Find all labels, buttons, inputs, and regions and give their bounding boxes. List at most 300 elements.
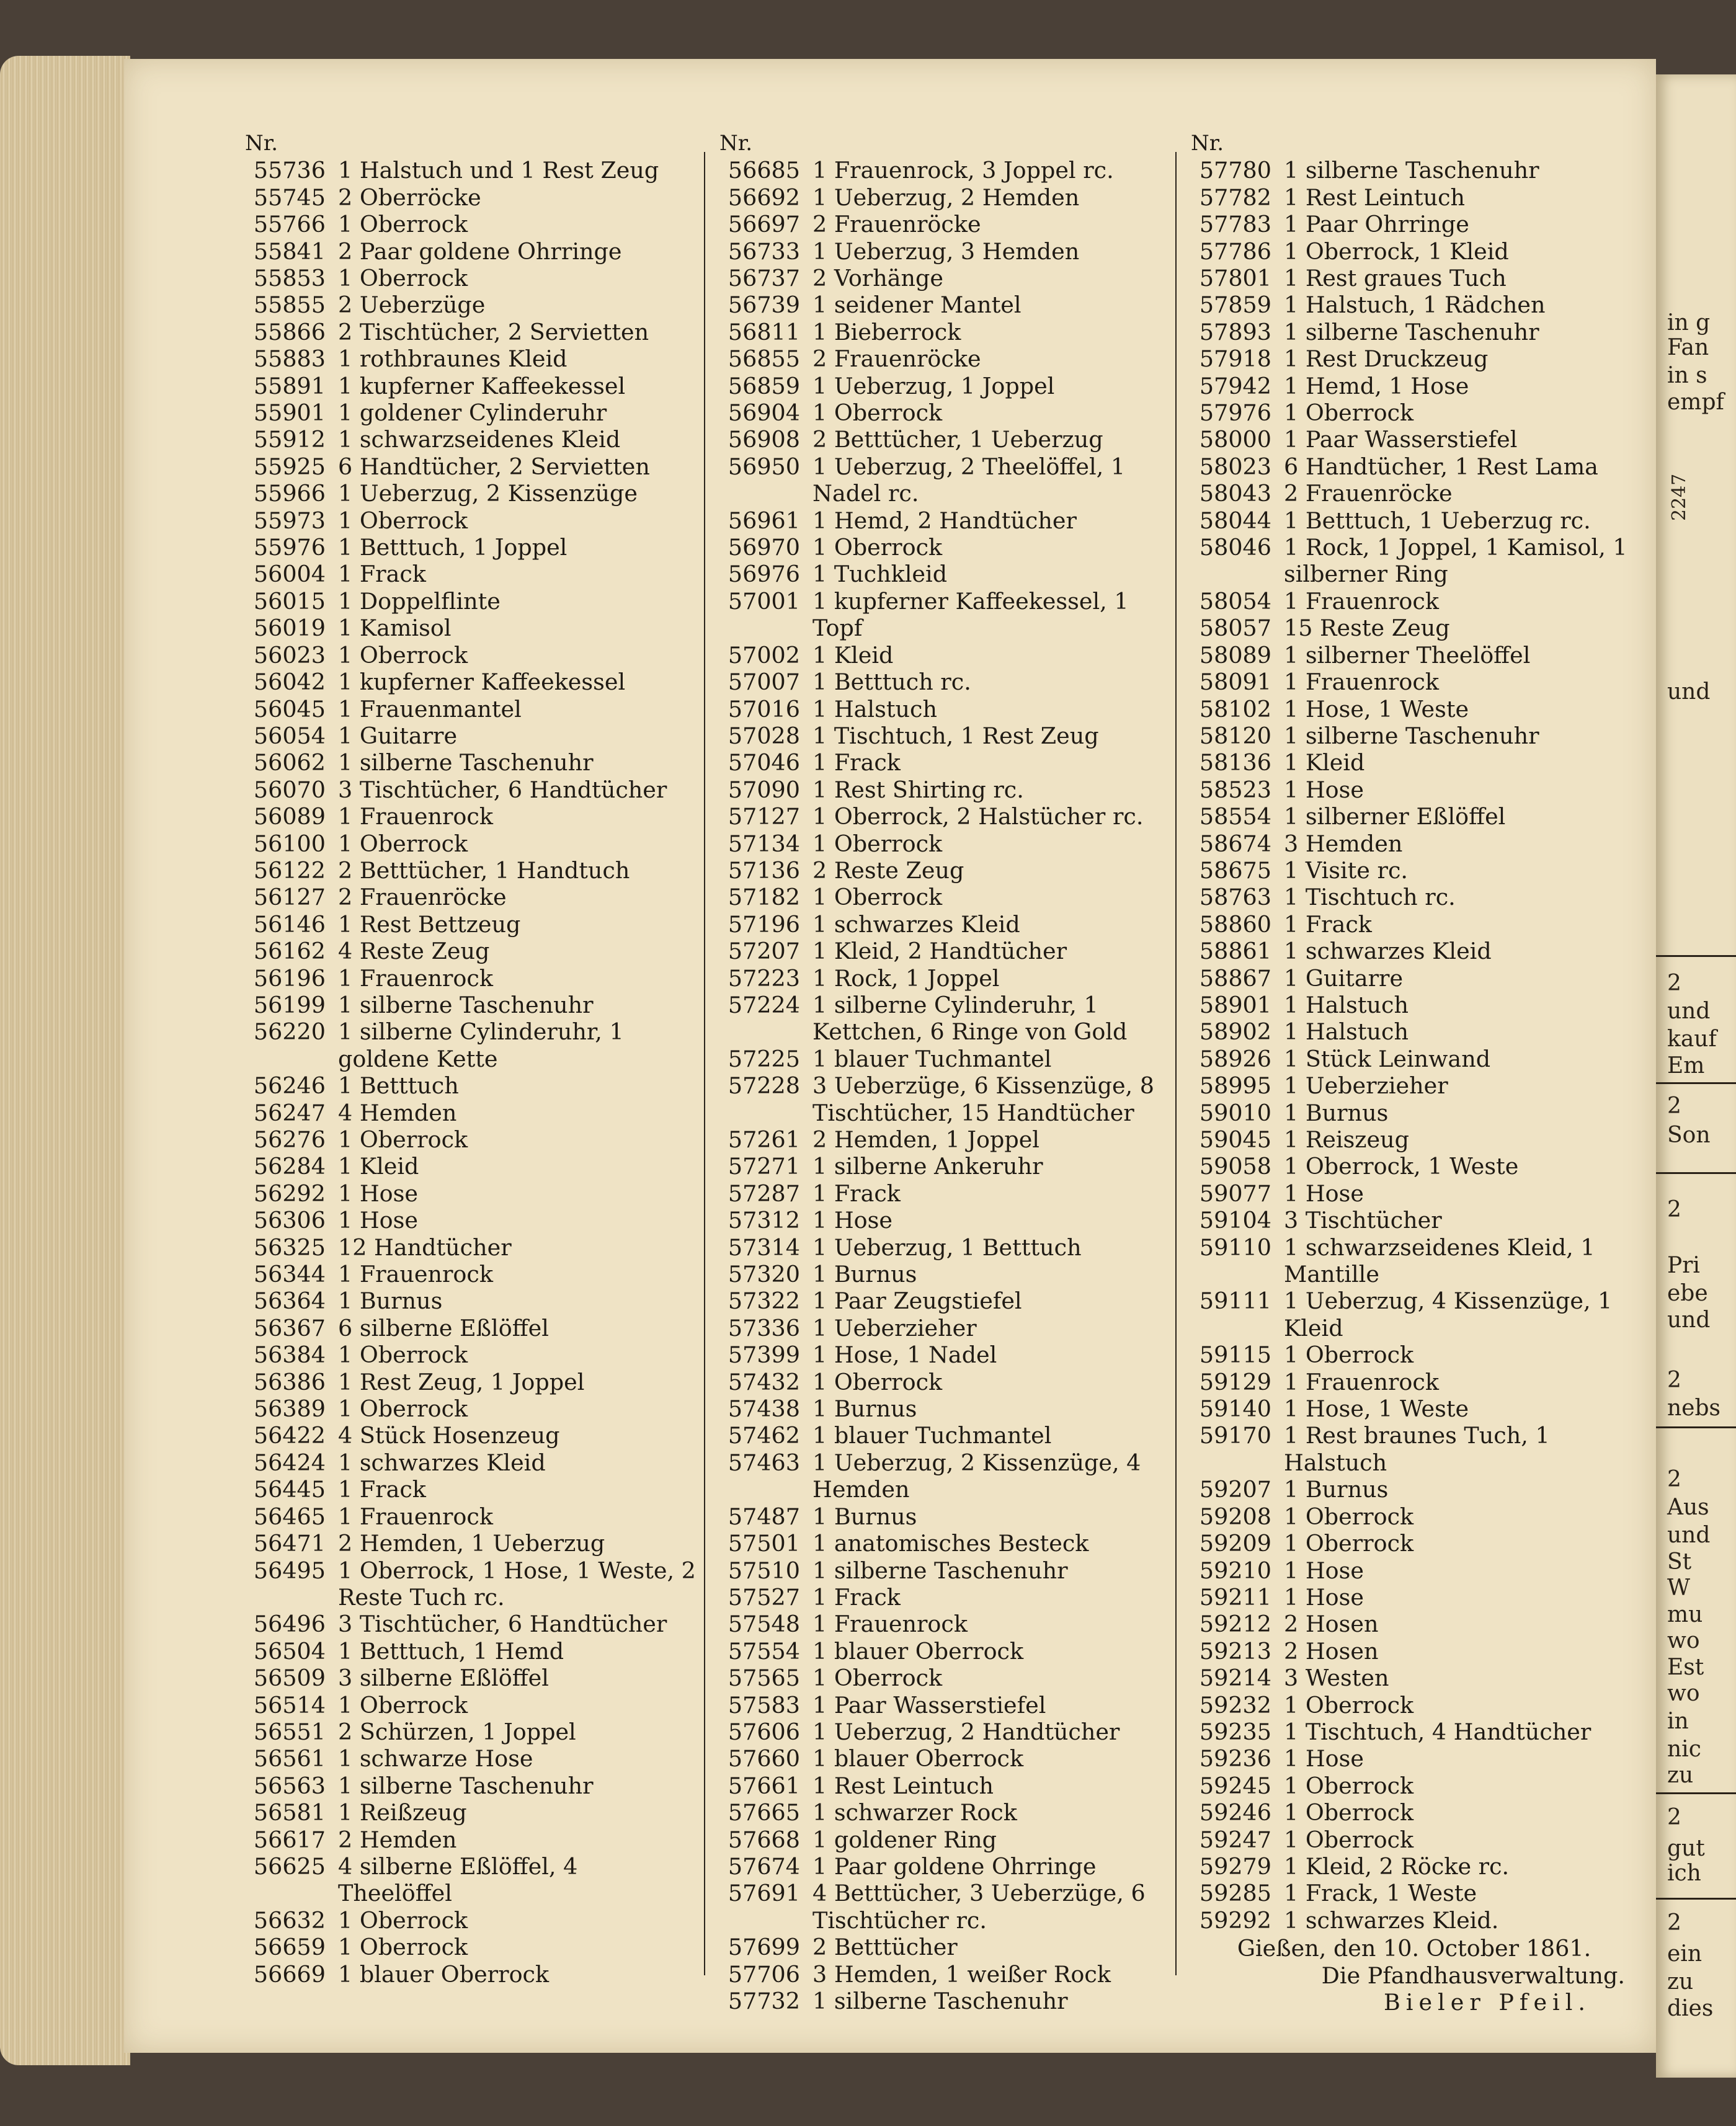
pawn-entry — [239, 426, 698, 453]
pawn-entry — [1185, 830, 1644, 857]
entry-description: 1 Ueberzug, 1 Joppel — [812, 372, 1055, 399]
entry-description: 1 Kleid — [338, 1153, 419, 1180]
entry-description: 1 Oberrock, 1 Hose, 1 Weste, 2 Reste Tuch rc. — [338, 1557, 696, 1611]
pawn-entry — [1185, 1880, 1644, 1906]
entry-description: 1 Tischtuch rc. — [1284, 884, 1456, 911]
pawn-entry — [713, 373, 1172, 399]
entry-number: 56292 — [253, 1180, 326, 1207]
entry-number: 56465 — [253, 1503, 326, 1530]
entry-description: 1 Paar Ohrringe — [1284, 211, 1469, 238]
entry-description: 2 Hemden — [338, 1826, 457, 1853]
entry-description: 1 Betttuch — [338, 1072, 459, 1100]
pawn-entry — [1185, 453, 1644, 480]
entry-number: 58554 — [1199, 803, 1271, 830]
pawn-entry — [713, 1261, 1172, 1288]
pawn-entry — [239, 938, 698, 964]
pawn-entry — [713, 1207, 1172, 1234]
entry-number: 56632 — [253, 1906, 326, 1934]
pawn-entry — [1185, 1719, 1644, 1745]
entry-number: 59209 — [1199, 1530, 1271, 1557]
entry-description: 1 Kamisol — [338, 615, 452, 642]
entry-number: 58057 — [1199, 615, 1271, 642]
entry-number: 57001 — [728, 587, 800, 615]
pawn-entry — [713, 1853, 1172, 1880]
entry-description: 2 Schürzen, 1 Joppel — [338, 1718, 576, 1745]
entry-number: 59045 — [1199, 1126, 1271, 1154]
pawn-entry — [713, 1772, 1172, 1799]
pawn-entry — [713, 1988, 1172, 2014]
page-fragment-text: nic — [1667, 1737, 1701, 1762]
entry-description: 1 seidener Mantel — [812, 291, 1022, 319]
pawn-entry — [713, 1584, 1172, 1611]
entry-description: 1 Oberrock, 1 Kleid — [1284, 238, 1509, 265]
entry-number: 59140 — [1199, 1395, 1271, 1423]
entry-number: 56509 — [253, 1665, 326, 1692]
entry-number: 58995 — [1199, 1072, 1271, 1100]
entry-number: 59077 — [1199, 1180, 1271, 1207]
pawn-entry — [239, 696, 698, 723]
pawn-entry — [713, 669, 1172, 695]
entry-number: 56855 — [728, 345, 800, 373]
entry-number: 57463 — [728, 1449, 800, 1476]
entry-number: 57136 — [728, 856, 800, 884]
pawn-entry — [239, 615, 698, 641]
pawn-entry — [239, 1934, 698, 1960]
entry-number: 57801 — [1199, 265, 1271, 292]
entry-description: 1 Rest Shirting rc. — [812, 776, 1024, 803]
pawn-entry — [713, 1557, 1172, 1584]
page-fragment-text: kauf — [1667, 1026, 1717, 1052]
entry-description: 1 Oberrock — [812, 884, 943, 911]
entry-description: 1 Oberrock — [812, 1665, 943, 1692]
entry-number: 58860 — [1199, 910, 1271, 938]
entry-description: 1 Oberrock — [1284, 399, 1414, 427]
entry-number: 59170 — [1199, 1422, 1271, 1449]
entry-description: 1 schwarzes Kleid — [338, 1449, 546, 1476]
pawn-entry — [239, 265, 698, 291]
entry-number: 56276 — [253, 1126, 326, 1154]
entry-description: 1 Ueberzieher — [812, 1314, 977, 1341]
pawn-entry — [713, 723, 1172, 749]
entry-number: 57462 — [728, 1422, 800, 1449]
entry-description: 1 Ueberzug, 3 Hemden — [812, 238, 1080, 265]
pawn-entry — [713, 1961, 1172, 1988]
entry-description: 2 Frauenröcke — [812, 211, 981, 238]
entry-description: 1 Hose, 1 Nadel — [812, 1341, 997, 1369]
entry-description: 1 Oberrock, 2 Halstücher rc. — [812, 803, 1144, 830]
fragment-rule — [1656, 1898, 1736, 1900]
entry-number: 58120 — [1199, 722, 1271, 749]
entry-number: 57336 — [728, 1314, 800, 1341]
pawn-entry — [713, 776, 1172, 803]
pawn-entry — [713, 319, 1172, 345]
pawn-entry — [239, 1719, 698, 1745]
pawn-entry — [1185, 1476, 1644, 1503]
pawn-entry — [713, 1880, 1172, 1934]
entry-description: 1 schwarzseidenes Kleid, 1 Mantille — [1284, 1234, 1595, 1288]
entry-description: 3 Tischtücher — [1284, 1207, 1442, 1234]
pawn-entry — [1185, 642, 1644, 669]
page-fragment-text: 2 — [1667, 1805, 1681, 1830]
pawn-entry — [1185, 776, 1644, 803]
pawn-entry — [713, 1234, 1172, 1261]
entry-description: 1 Frack — [812, 1180, 901, 1207]
entry-number: 56386 — [253, 1368, 326, 1395]
pawn-entry — [1185, 1799, 1644, 1826]
entry-description: 1 Frauenrock — [338, 1503, 493, 1530]
entry-number: 56961 — [728, 507, 800, 534]
entry-description: 2 Vorhänge — [812, 265, 943, 292]
entry-number: 57699 — [728, 1934, 800, 1961]
entry-description: 1 Doppelflinte — [338, 587, 501, 615]
fragment-rule — [1656, 1426, 1736, 1428]
pawn-entry — [1185, 399, 1644, 426]
pawn-entry — [239, 1153, 698, 1180]
pawn-entry — [1185, 211, 1644, 238]
entry-number: 56089 — [253, 803, 326, 830]
entry-description: 6 silberne Eßlöffel — [338, 1314, 549, 1341]
pawn-entry — [239, 1611, 698, 1637]
entry-number: 56023 — [253, 641, 326, 669]
entry-number: 56306 — [253, 1207, 326, 1234]
entry-description: 6 Handtücher, 1 Rest Lama — [1284, 453, 1598, 480]
entry-number: 56146 — [253, 910, 326, 938]
pawn-entry — [713, 453, 1172, 507]
entry-description: 1 Frauenrock, 3 Joppel rc. — [812, 157, 1114, 184]
pawn-entry — [239, 723, 698, 749]
entry-number: 56100 — [253, 830, 326, 857]
pawn-entry — [713, 157, 1172, 184]
entry-description: 1 Ueberzug, 4 Kissenzüge, 1 Kleid — [1284, 1288, 1613, 1341]
entry-description: 1 schwarzer Rock — [812, 1799, 1017, 1826]
pawn-entry — [713, 1072, 1172, 1126]
entry-description: 1 Guitarre — [338, 722, 458, 749]
entry-number: 58044 — [1199, 507, 1271, 534]
pawn-entry — [713, 911, 1172, 938]
page-fragment-text: und — [1667, 1307, 1711, 1333]
entry-description: 1 Oberrock — [338, 1691, 468, 1719]
entry-number: 59285 — [1199, 1880, 1271, 1907]
entry-number: 56471 — [253, 1530, 326, 1557]
pawn-entry — [1185, 1234, 1644, 1288]
pawn-entry — [1185, 1503, 1644, 1530]
entry-description: 1 Oberrock — [1284, 1341, 1414, 1369]
entry-number: 59104 — [1199, 1207, 1271, 1234]
entry-description: 1 Ueberzug, 1 Betttuch — [812, 1234, 1082, 1261]
pawn-entry — [1185, 1611, 1644, 1637]
entry-number: 55736 — [253, 157, 326, 184]
pawn-entry — [239, 1180, 698, 1207]
entry-description: 2 Paar goldene Ohrringe — [338, 238, 622, 265]
column-2 — [713, 130, 1172, 2014]
entry-description: 1 Hose — [1284, 1583, 1364, 1611]
page-fragment-text: zu — [1667, 1763, 1694, 1788]
entry-number: 55925 — [253, 453, 326, 480]
entry-description: 1 silberner Eßlöffel — [1284, 803, 1506, 830]
pawn-entry — [1185, 1853, 1644, 1880]
pawn-entry — [239, 453, 698, 480]
entry-description: 1 Oberrock — [1284, 1826, 1414, 1853]
pawn-entry — [713, 1341, 1172, 1368]
entry-number: 58043 — [1199, 480, 1271, 507]
entry-description: 1 rothbraunes Kleid — [338, 345, 568, 373]
entry-number: 56669 — [253, 1960, 326, 1988]
entry-number: 56659 — [253, 1934, 326, 1961]
entry-number: 58902 — [1199, 1018, 1271, 1046]
pawn-entry — [713, 534, 1172, 561]
pawn-entry — [239, 992, 698, 1018]
pawn-entry — [1185, 1207, 1644, 1234]
entry-number: 55891 — [253, 372, 326, 399]
pawn-entry — [239, 345, 698, 372]
entry-number: 56581 — [253, 1799, 326, 1826]
entry-description: 1 Frack — [338, 1476, 426, 1503]
pawn-entry — [239, 1638, 698, 1665]
pawn-entry — [1185, 1584, 1644, 1611]
entry-description: 1 schwarzes Kleid — [1284, 938, 1492, 965]
date-line: Gießen, den 10. October 1861. — [1237, 1935, 1591, 1962]
page-fragment-text: in s — [1667, 363, 1707, 388]
entry-number: 58046 — [1199, 534, 1271, 561]
entry-number: 57510 — [728, 1557, 800, 1584]
entry-number: 56162 — [253, 938, 326, 965]
entry-number: 59245 — [1199, 1772, 1271, 1799]
entry-number: 57661 — [728, 1772, 800, 1799]
pawn-entry — [239, 1503, 698, 1530]
entry-number: 56284 — [253, 1153, 326, 1180]
entry-number: 57786 — [1199, 238, 1271, 265]
pawn-entry — [713, 1745, 1172, 1772]
pawn-entry — [239, 1395, 698, 1422]
entry-description: 1 Oberrock — [338, 830, 468, 857]
entry-description: 3 silberne Eßlöffel — [338, 1665, 549, 1692]
entry-number: 57028 — [728, 722, 800, 749]
pawn-entry — [713, 1395, 1172, 1422]
entry-number: 59058 — [1199, 1153, 1271, 1180]
entry-number: 56389 — [253, 1395, 326, 1423]
entry-description: 1 blauer Oberrock — [812, 1745, 1024, 1772]
entry-number: 59210 — [1199, 1557, 1271, 1584]
entry-number: 59232 — [1199, 1691, 1271, 1719]
pawn-entry — [713, 696, 1172, 723]
entry-number: 59292 — [1199, 1906, 1271, 1934]
entry-number: 55966 — [253, 480, 326, 507]
entry-number: 56070 — [253, 776, 326, 803]
entry-number: 57225 — [728, 1045, 800, 1072]
entry-number: 58675 — [1199, 856, 1271, 884]
signature-line: Bieler Pfeil. — [1383, 1989, 1591, 2016]
entry-number: 57223 — [728, 964, 800, 992]
entry-number: 56904 — [728, 399, 800, 427]
pawn-entry — [713, 588, 1172, 642]
entry-description: 1 Frack — [338, 561, 426, 588]
entry-description: 4 silberne Eßlöffel, 4 Theelöffel — [338, 1852, 578, 1907]
pawn-entry — [713, 238, 1172, 265]
pawn-entry — [1185, 992, 1644, 1018]
pawn-entry — [713, 1692, 1172, 1719]
pawn-entry — [1185, 426, 1644, 453]
entry-description: 1 silberne Taschenuhr — [812, 1988, 1068, 2015]
entry-number: 59211 — [1199, 1583, 1271, 1611]
entry-description: 1 Hose — [1284, 776, 1364, 803]
pawn-entry — [239, 507, 698, 534]
entry-number: 56504 — [253, 1637, 326, 1665]
pawn-entry — [713, 830, 1172, 857]
pawn-entry — [1185, 157, 1644, 184]
entry-description: 2 Hemden, 1 Ueberzug — [338, 1530, 605, 1557]
entry-description: 1 Kleid — [812, 641, 894, 669]
pawn-entry — [713, 1449, 1172, 1503]
entry-description: 1 blauer Tuchmantel — [812, 1045, 1052, 1072]
entry-number: 56697 — [728, 211, 800, 238]
entry-number: 58926 — [1199, 1045, 1271, 1072]
page-fragment-text: und — [1667, 999, 1711, 1024]
column-divider — [1175, 152, 1177, 1975]
pawn-entry — [1185, 184, 1644, 211]
entry-number: 56247 — [253, 1099, 326, 1126]
entry-description: 1 Hose, 1 Weste — [1284, 1395, 1469, 1423]
entry-description: 1 Oberrock — [1284, 1691, 1414, 1719]
entry-number: 57312 — [728, 1207, 800, 1234]
entry-description: 1 Rock, 1 Joppel, 1 Kamisol, 1 silberner Ring — [1284, 534, 1627, 588]
entry-number: 58861 — [1199, 938, 1271, 965]
entry-number: 57487 — [728, 1503, 800, 1530]
entry-description: 1 Tischtuch, 1 Rest Zeug — [812, 722, 1099, 749]
entry-number: 56364 — [253, 1288, 326, 1315]
pawn-entry — [239, 1665, 698, 1691]
entry-number: 56551 — [253, 1718, 326, 1745]
entry-description: 1 Oberrock — [338, 265, 468, 292]
pawn-entry — [239, 911, 698, 938]
entry-number: 58102 — [1199, 695, 1271, 723]
entry-number: 56004 — [253, 561, 326, 588]
page-fragment-text: gut — [1667, 1836, 1705, 1861]
entry-number: 57783 — [1199, 211, 1271, 238]
page-fragment-text: Aus — [1667, 1495, 1709, 1520]
pawn-entry — [239, 1449, 698, 1476]
entry-description: 1 Hose — [1284, 1180, 1364, 1207]
entry-description: 1 Frauenrock — [1284, 587, 1439, 615]
entry-number: 57438 — [728, 1395, 800, 1423]
entry-description: 1 Reißzeug — [338, 1799, 467, 1826]
entry-number: 57565 — [728, 1665, 800, 1692]
page-fragment-text: St — [1667, 1549, 1692, 1575]
entry-number: 55766 — [253, 211, 326, 238]
pawn-entry — [1185, 1638, 1644, 1665]
pawn-entry — [1185, 1692, 1644, 1719]
entry-number: 59207 — [1199, 1476, 1271, 1503]
entry-description: 2 Hosen — [1284, 1637, 1379, 1665]
pawn-entry — [239, 373, 698, 399]
entry-number: 57660 — [728, 1745, 800, 1772]
pawn-entry — [239, 884, 698, 910]
entry-description: 3 Hemden, 1 weißer Rock — [812, 1960, 1111, 1988]
fragment-rule — [1656, 1172, 1736, 1174]
entry-description: 1 Kleid, 2 Röcke rc. — [1284, 1852, 1510, 1880]
pawn-entry — [239, 399, 698, 426]
entry-description: 1 Hose — [338, 1207, 418, 1234]
entry-description: 3 Hemden — [1284, 830, 1403, 857]
entry-description: 1 Halstuch und 1 Rest Zeug — [338, 157, 659, 184]
entry-description: 3 Ueberzüge, 6 Kissenzüge, 8 Tischtücher, 15 Handtücher — [812, 1072, 1154, 1126]
entry-number: 58089 — [1199, 641, 1271, 669]
column-header-nr: Nr. — [719, 131, 753, 156]
adjacent-page-fragment — [1656, 74, 1736, 2078]
entry-description: 1 Tuchkleid — [812, 561, 948, 588]
page-fragment-text: nebs — [1667, 1395, 1721, 1421]
entry-number: 57224 — [728, 991, 800, 1018]
entry-description: 1 schwarzes Kleid — [812, 910, 1020, 938]
pawn-entry — [1185, 319, 1644, 345]
entry-description: 3 Tischtücher, 6 Handtücher — [338, 776, 667, 803]
entry-description: 1 kupferner Kaffeekessel — [338, 669, 626, 696]
entry-description: 1 Hose — [1284, 1557, 1364, 1584]
pawn-entry — [1185, 1126, 1644, 1153]
entry-number: 58523 — [1199, 776, 1271, 803]
pawn-entry — [239, 1207, 698, 1234]
entry-number: 58763 — [1199, 884, 1271, 911]
entry-description: 1 Oberrock — [338, 641, 468, 669]
entry-number: 57918 — [1199, 345, 1271, 373]
entry-description: 1 Hose — [338, 1180, 418, 1207]
entry-number: 59010 — [1199, 1099, 1271, 1126]
entry-number: 57271 — [728, 1153, 800, 1180]
entry-description: 1 Rest graues Tuch — [1284, 265, 1507, 292]
pawn-entry — [1185, 884, 1644, 910]
pawn-entry — [239, 157, 698, 184]
pawn-entry — [1185, 1153, 1644, 1180]
entry-description: 1 Burnus — [338, 1288, 443, 1315]
entry-description: 1 kupferner Kaffeekessel, 1 Topf — [812, 587, 1129, 642]
entry-number: 57016 — [728, 695, 800, 723]
pawn-entry — [713, 857, 1172, 884]
page-fragment-text: 2 — [1667, 1368, 1681, 1393]
entry-description: 1 Reiszeug — [1284, 1126, 1410, 1154]
entry-description: 1 silberne Taschenuhr — [1284, 157, 1539, 184]
entry-number: 57554 — [728, 1637, 800, 1665]
pawn-entry — [1185, 857, 1644, 884]
pawn-entry — [1185, 1557, 1644, 1584]
entry-description: 1 Paar Wasserstiefel — [812, 1691, 1046, 1719]
pawn-entry — [1185, 373, 1644, 399]
pawn-entry — [239, 184, 698, 211]
pawn-entry — [1185, 1341, 1644, 1368]
entry-number: 57287 — [728, 1180, 800, 1207]
entry-number: 55745 — [253, 184, 326, 211]
entry-description: 1 Frauenrock — [1284, 1368, 1439, 1395]
page-fragment-text: 2 — [1667, 1910, 1681, 1936]
entry-description: 2 Reste Zeug — [812, 856, 964, 884]
entry-description: 1 silberner Theelöffel — [1284, 641, 1531, 669]
entry-number: 56976 — [728, 561, 800, 588]
entry-description: 1 Oberrock, 1 Weste — [1284, 1153, 1519, 1180]
entry-description: 1 Ueberzug, 2 Kissenzüge, 4 Hemden — [812, 1449, 1141, 1503]
entry-description: 1 Halstuch, 1 Rädchen — [1284, 291, 1546, 319]
entry-number: 57314 — [728, 1234, 800, 1261]
entry-number: 57527 — [728, 1583, 800, 1611]
pawn-entry — [713, 1046, 1172, 1072]
entry-description: 1 Ueberzug, 2 Kissenzüge — [338, 480, 638, 507]
pawn-entry — [713, 426, 1172, 453]
entry-number: 56737 — [728, 265, 800, 292]
entry-description: 2 Frauenröcke — [1284, 480, 1453, 507]
entry-description: 1 Burnus — [812, 1395, 917, 1423]
pawn-entry — [713, 561, 1172, 587]
pawn-entry — [713, 992, 1172, 1046]
pawn-entry — [713, 1826, 1172, 1853]
pawn-entry — [239, 1557, 698, 1611]
pawn-entry — [713, 938, 1172, 964]
